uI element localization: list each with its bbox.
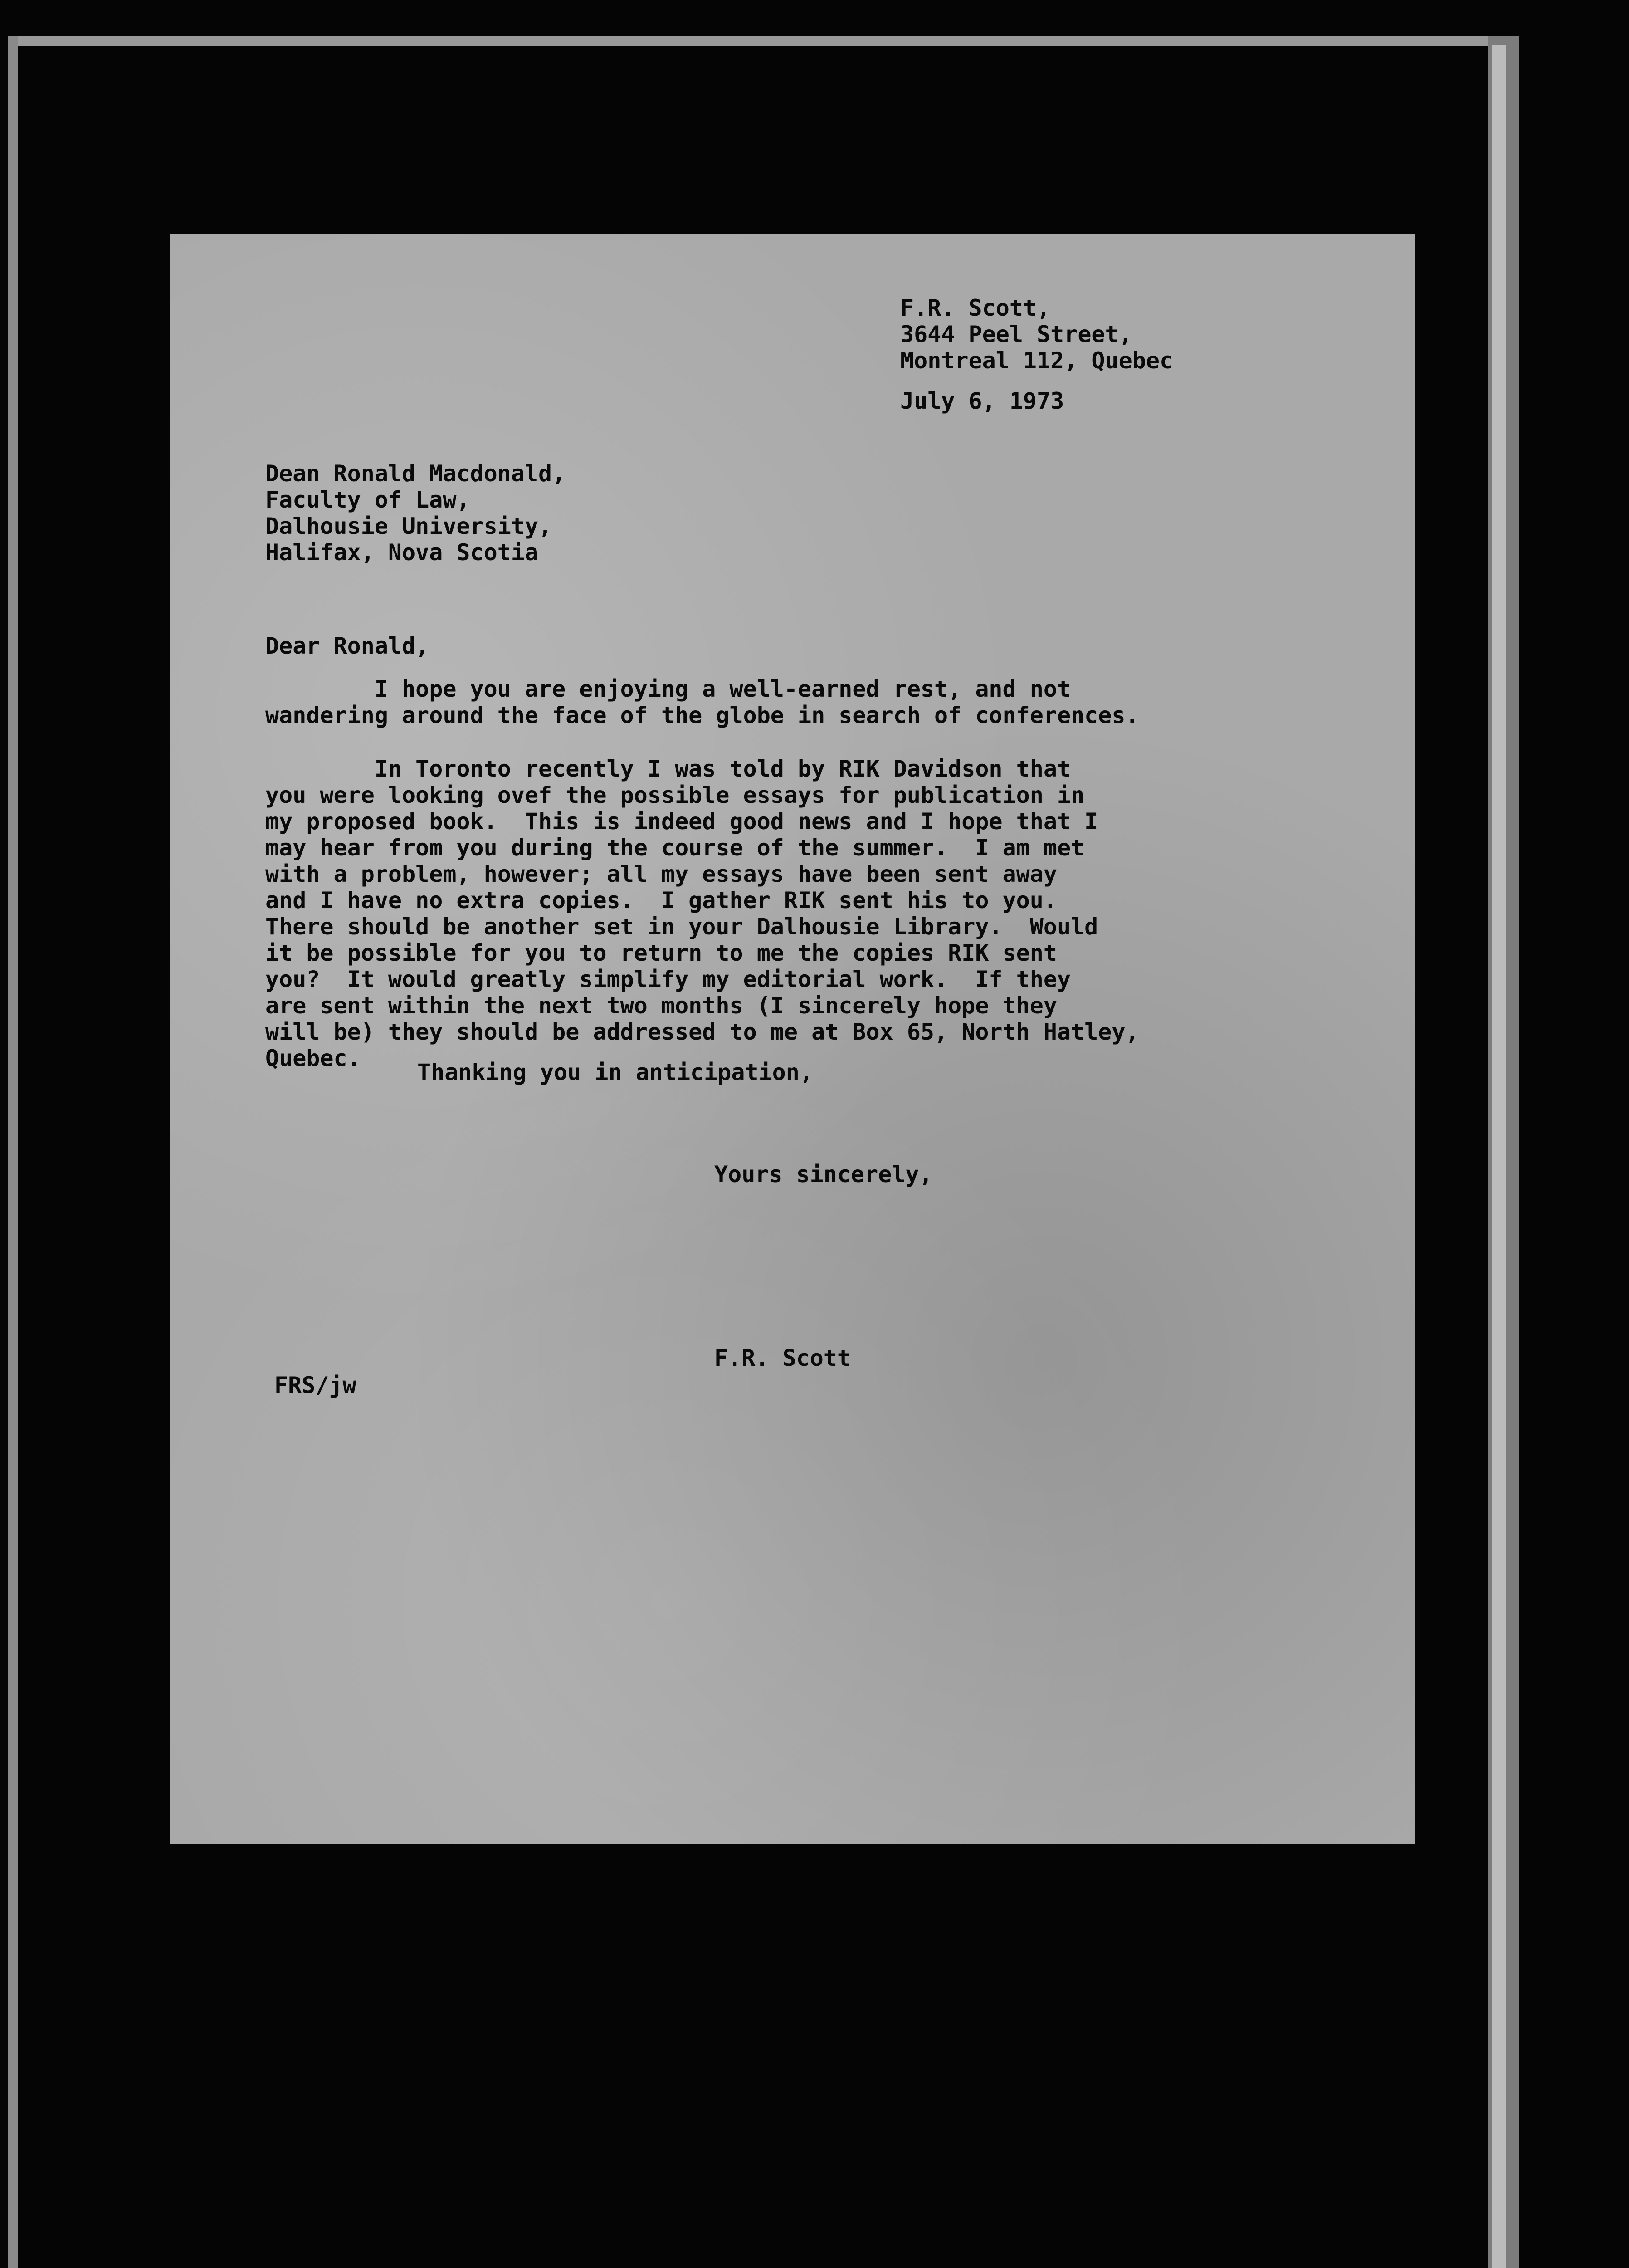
recipient-line: Dean Ronald Macdonald,	[265, 460, 566, 487]
film-inner-right	[1492, 45, 1506, 2268]
paragraph: In Toronto recently I was told by RIK Davidson that you were looking ovef the possible essays for publication in my proposed book. This is indeed good news and I hope that I may hear from you during the course of the summer. I am met with a problem, however; all my essays have been sent away and I have no extra copies. I gather RIK sent his to you. There should be another set in your Dalhousie Library. Would it be possible for you to return to me the copies RIK sent you? It would greatly simplify my editorial work. If they are sent within the next two months (I sincerely hope they will be) they should be addressed to me at Box 65, North Hatley, Quebec.	[265, 756, 1139, 1071]
sender-line: 3644 Peel Street,	[900, 321, 1132, 347]
letter-date: July 6, 1973	[900, 388, 1064, 414]
recipient-address	[265, 460, 566, 566]
thanks-line: Thanking you in anticipation,	[417, 1059, 813, 1085]
film-edge-top	[18, 36, 1492, 46]
closing: Yours sincerely,	[714, 1161, 933, 1188]
letter-page	[170, 234, 1415, 1844]
paragraph: I hope you are enjoying a well-earned rest, and not wandering around the face of the globe in search of conferences.	[265, 676, 1139, 728]
typist-initials: FRS/jw	[274, 1372, 356, 1398]
letter-body	[265, 676, 1354, 1099]
film-edge-left	[8, 36, 18, 2268]
recipient-line: Halifax, Nova Scotia	[265, 539, 539, 566]
sender-line: Montreal 112, Quebec	[900, 347, 1174, 374]
sender-line: F.R. Scott,	[900, 295, 1051, 321]
salutation: Dear Ronald,	[265, 633, 429, 659]
recipient-line: Faculty of Law,	[265, 487, 470, 513]
signature: F.R. Scott	[714, 1345, 851, 1371]
sender-address	[900, 295, 1173, 374]
recipient-line: Dalhousie University,	[265, 513, 552, 539]
